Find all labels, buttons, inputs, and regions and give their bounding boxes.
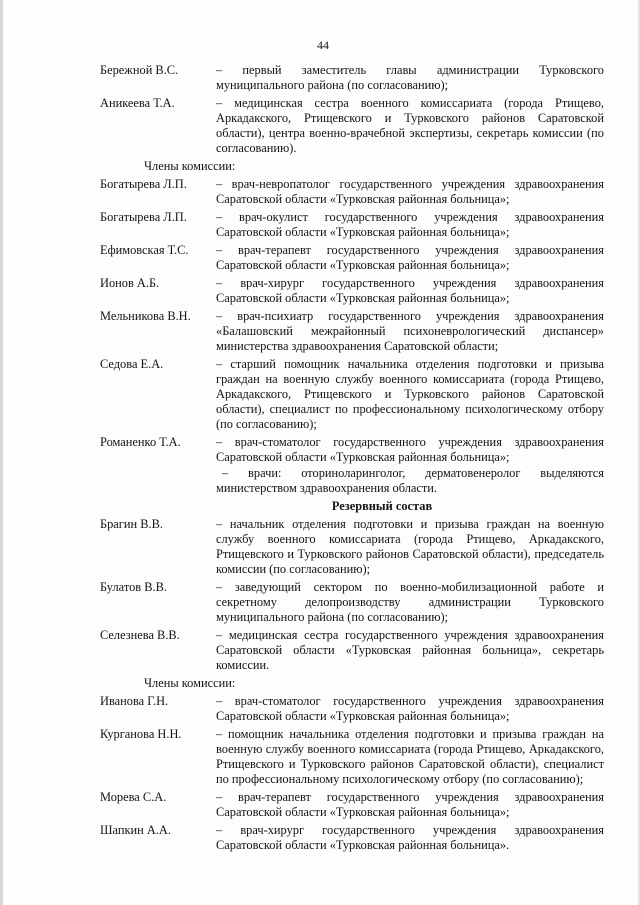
member-row [100, 823, 604, 853]
member-row [100, 96, 604, 156]
member-name: Аникеева Т.А. [100, 96, 175, 110]
member-row [100, 580, 604, 625]
member-position: – врач-хирург государственного учреждения здравоохранения Саратовской области «Турковская районная больница». [216, 823, 604, 852]
page-number: 44 [317, 38, 329, 52]
member-row [100, 357, 604, 432]
member-name: Шапкин А.А. [100, 823, 171, 837]
member-name: Романенко Т.А. [100, 435, 181, 449]
document-body [100, 63, 604, 856]
member-position: – врач-невропатолог государственного учреждения здравоохранения Саратовской области «Турковская районная больница»; [216, 177, 604, 206]
member-position: – помощник начальника отделения подготовки и призыва граждан на военную службу военного комиссариата (города Ртищево, Аркадакского, Ртищевского и Турковского районов Саратовской области), специалист по профессиональному психологическому отбору (по согласованию); [216, 727, 604, 786]
member-position: – врач-стоматолог государственного учреждения здравоохранения Саратовской области «Турковская районная больница»; [216, 435, 604, 464]
member-row [100, 177, 604, 207]
member-name: Мельникова В.Н. [100, 309, 191, 323]
member-position: – начальник отделения подготовки и призыва граждан на военную службу военного комиссариата (города Ртищево, Аркадакского, Ртищевского и Турковского районов Саратовской области), председатель комиссии (по согласованию); [216, 517, 604, 576]
member-row [100, 517, 604, 577]
member-name: Иванова Г.Н. [100, 694, 169, 708]
member-row [100, 628, 604, 673]
member-position: – первый заместитель главы администрации Турковского муниципального района (по согласованию); [216, 63, 604, 92]
member-row [100, 309, 604, 354]
member-name: Седова Е.А. [100, 357, 164, 371]
reserve-heading: Резервный состав [331, 499, 433, 513]
member-position: – врач-хирург государственного учреждения здравоохранения Саратовской области «Турковская районная больница»; [216, 276, 604, 305]
member-name: Богатырева Л.П. [100, 177, 187, 191]
member-row [100, 63, 604, 93]
member-position: – врач-окулист государственного учреждения здравоохранения Саратовской области «Турковская районная больница»; [216, 210, 604, 239]
member-name: Богатырева Л.П. [100, 210, 187, 224]
members-label: Члены комиссии: [144, 676, 236, 690]
member-name: Курганова Н.Н. [100, 727, 182, 741]
member-position: – врач-терапевт государственного учреждения здравоохранения Саратовской области «Турковская районная больница»; [216, 243, 604, 272]
doctors-note-text: – врачи: оториноларинголог, дерматовенеролог выделяются министерством здравоохранения области. [216, 466, 604, 495]
member-row [100, 694, 604, 724]
member-row [100, 276, 604, 306]
doctors-note [216, 466, 604, 496]
member-row [100, 790, 604, 820]
members-label: Члены комиссии: [144, 159, 236, 173]
member-name: Ефимовская Т.С. [100, 243, 189, 257]
member-name: Морева С.А. [100, 790, 167, 804]
member-row [100, 435, 604, 465]
member-row [100, 243, 604, 273]
member-name: Ионов А.Б. [100, 276, 160, 290]
member-position: – врач-терапевт государственного учреждения здравоохранения Саратовской области «Турковская районная больница»; [216, 790, 604, 819]
member-name: Бережной В.С. [100, 63, 179, 77]
member-name: Брагин В.В. [100, 517, 163, 531]
member-row [100, 727, 604, 787]
member-position: – заведующий сектором по военно-мобилизационной работе и секретному делопроизводству администрации Турковского муниципального района (по согласованию); [216, 580, 604, 624]
member-position: – врач-стоматолог государственного учреждения здравоохранения Саратовской области «Турковская районная больница»; [216, 694, 604, 723]
member-row [100, 210, 604, 240]
member-position: – медицинская сестра военного комиссариата (города Ртищево, Аркадакского, Ртищевского и Турковского районов Саратовской области), центра военно-врачебной экспертизы, секретарь комиссии (по согласованию). [216, 96, 604, 155]
member-name: Булатов В.В. [100, 580, 167, 594]
member-position: – старший помощник начальника отделения подготовки и призыва граждан на военную службу военного комиссариата (города Ртищево, Аркадакского, Ртищевского и Турковского районов Саратовской области), специалист по профессиональному психологическому отбору (по согласованию); [216, 357, 604, 431]
member-position: – врач-психиатр государственного учреждения здравоохранения «Балашовский межрайонный психоневрологический диспансер» министерства здравоохранения Саратовской области; [216, 309, 604, 353]
member-name: Селезнева В.В. [100, 628, 180, 642]
member-position: – медицинская сестра государственного учреждения здравоохранения Саратовской области «Турковская районная больница», секретарь комиссии. [216, 628, 604, 672]
